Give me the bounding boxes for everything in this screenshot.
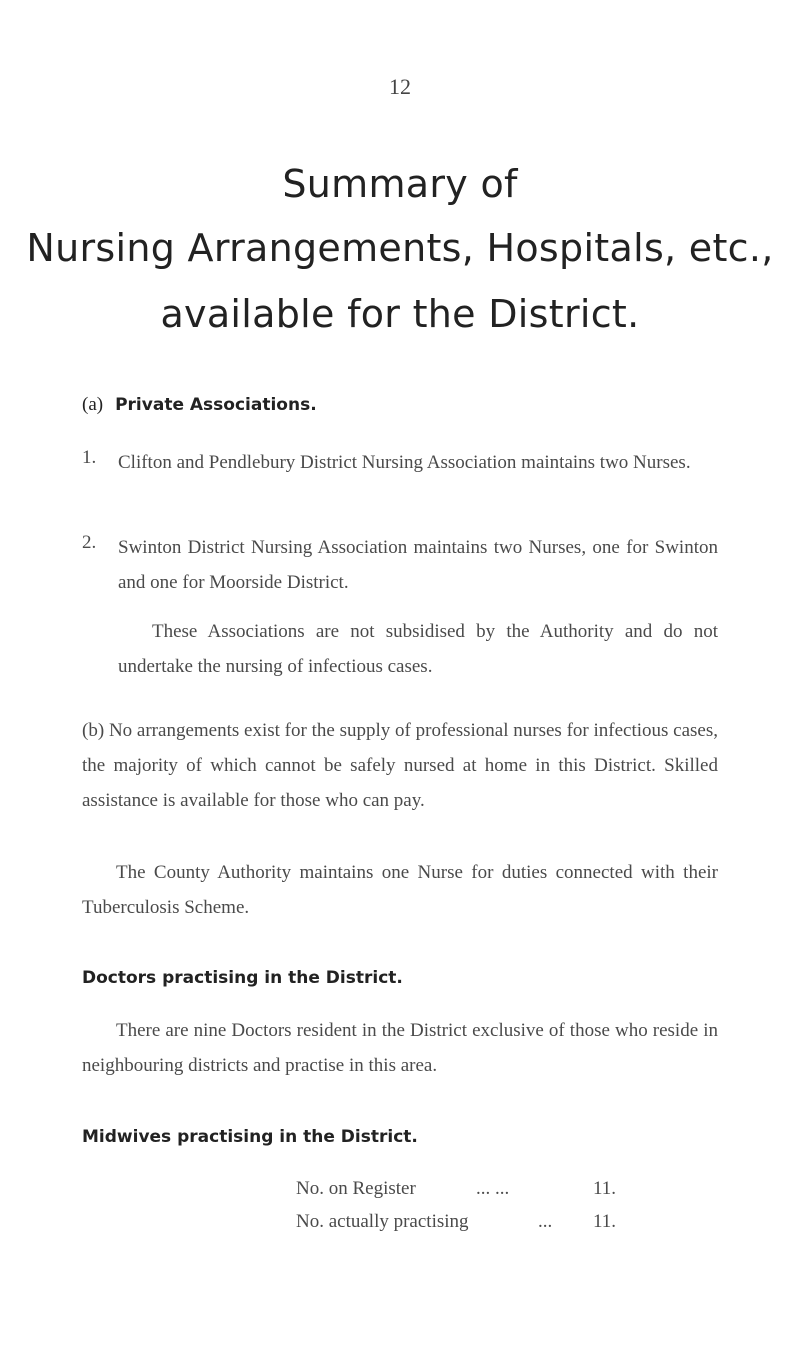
page-number: 12 bbox=[389, 74, 411, 99]
item-1-text: Clifton and Pendlebury District Nursing Association maintains two Nurses. bbox=[118, 452, 691, 473]
section-a-tag: (a) bbox=[82, 394, 104, 415]
midwives-heading: Midwives practising in the District. bbox=[82, 1127, 418, 1147]
midwives-row-register bbox=[296, 1178, 616, 1200]
midwives-row-label: No. actually practising bbox=[296, 1211, 469, 1232]
leader-dots: ... ... bbox=[476, 1178, 510, 1199]
section-a-title: Private Associations. bbox=[115, 395, 317, 415]
page-title-line-1: Summary of bbox=[282, 162, 518, 206]
page-title-line-3: available for the District. bbox=[160, 292, 640, 336]
item-1-number: 1. bbox=[82, 447, 97, 468]
midwives-row-practising bbox=[296, 1211, 616, 1233]
midwives-row-value: 11. bbox=[592, 1178, 616, 1199]
doctors-paragraph: There are nine Doctors resident in the District exclusive of those who reside in neighbouring districts and practise in this area. bbox=[82, 1020, 718, 1076]
item-2-text: Swinton District Nursing Association maintains two Nurses, one for Swinton and one for Moorside District. bbox=[118, 537, 718, 593]
item-2-number: 2. bbox=[82, 532, 97, 553]
section-b-text: No arrangements exist for the supply of professional nurses for infectious cases, the majority of which cannot be safely nursed at home in this District. Skilled assistance is available for those who can pay. bbox=[82, 720, 719, 811]
page-title-line-2: Nursing Arrangements, Hospitals, etc., bbox=[26, 226, 774, 270]
leader-dots: ... bbox=[538, 1211, 553, 1232]
midwives-row-label: No. on Register bbox=[296, 1178, 416, 1199]
section-b-tag: (b) bbox=[82, 720, 105, 741]
county-paragraph: The County Authority maintains one Nurse for duties connected with their Tuberculosis Scheme. bbox=[82, 862, 718, 918]
midwives-row-value: 11. bbox=[592, 1211, 616, 1232]
section-a-note: These Associations are not subsidised by the Authority and do not undertake the nursing of infectious cases. bbox=[118, 621, 718, 677]
section-b-paragraph bbox=[82, 713, 718, 818]
section-a-heading bbox=[82, 394, 317, 416]
doctors-heading: Doctors practising in the District. bbox=[82, 968, 403, 988]
